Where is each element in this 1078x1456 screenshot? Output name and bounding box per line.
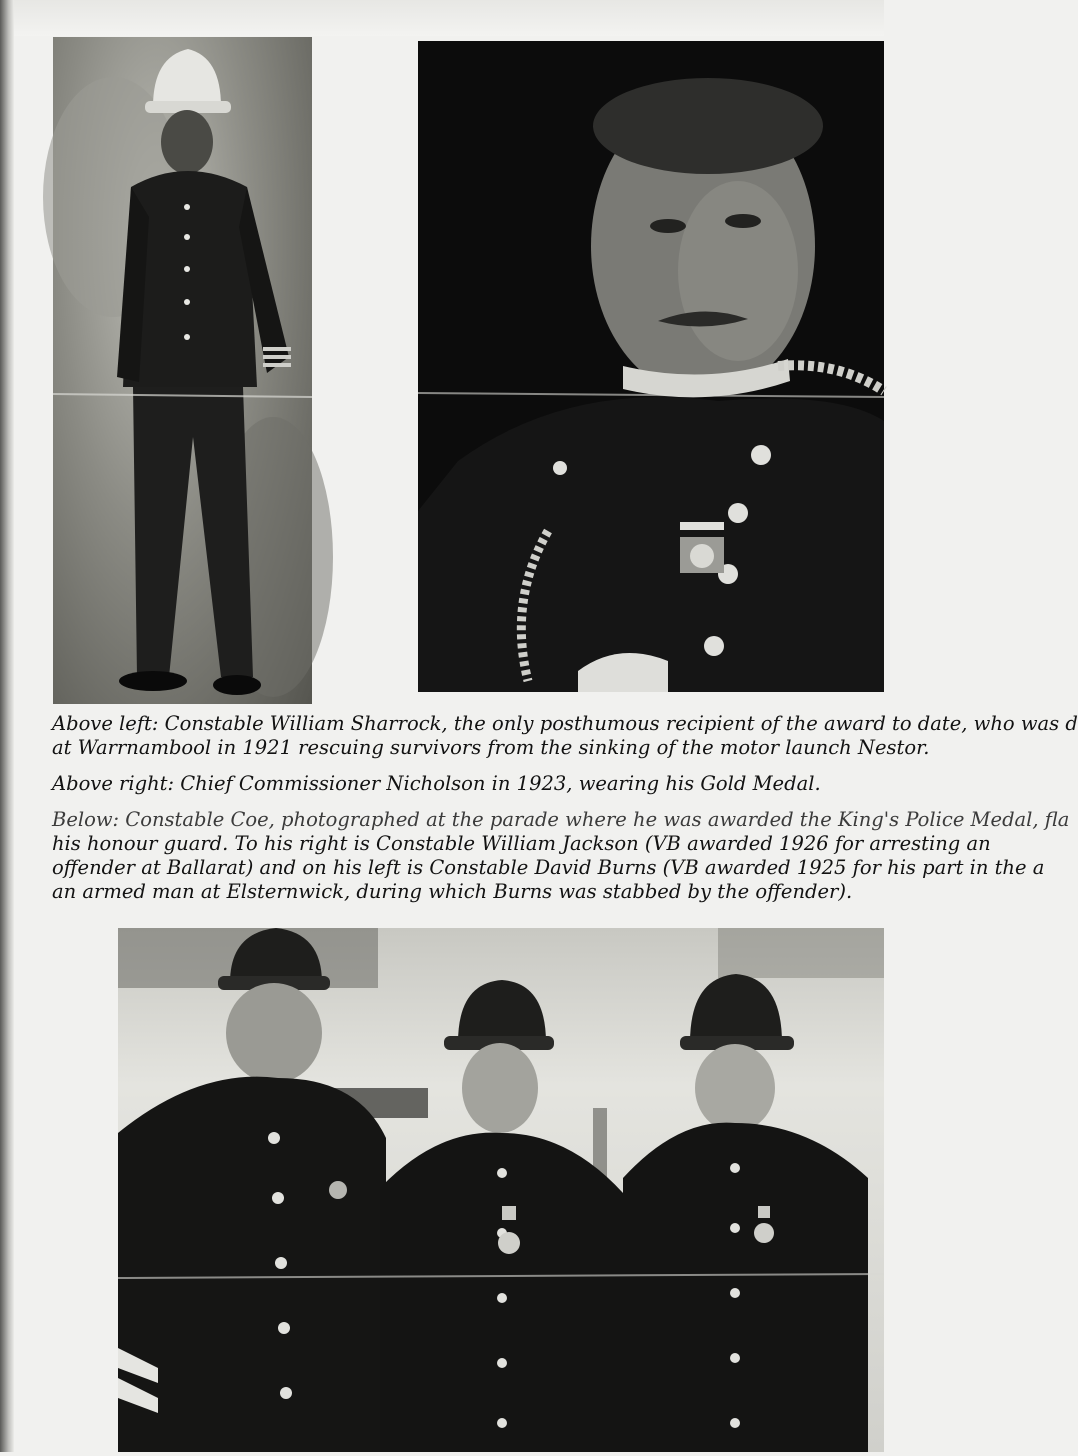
caption-above-left (52, 712, 1078, 760)
page-top-edge (14, 0, 884, 36)
photo-chief-commissioner-nicholson-figure (418, 41, 884, 692)
caption-block (52, 712, 1078, 916)
caption-below-line4: an armed man at Elsternwick, during which Burns was stabbed by the offender). (52, 880, 853, 903)
photo-honour-guard-figures (118, 928, 884, 1452)
page-fold-shadow (0, 0, 14, 1452)
caption-below-line1: Below: Constable Coe, photographed at the parade where he was awarded the King's Police Medal, fla (52, 808, 1070, 831)
photo-constable-sharrock (53, 37, 312, 704)
photo-chief-commissioner-nicholson (418, 41, 884, 692)
caption-below (52, 808, 1070, 904)
caption-below-line2: his honour guard. To his right is Constable William Jackson (VB awarded 1926 for arresting an (52, 832, 991, 855)
caption-above-left-line2: at Warrnambool in 1921 rescuing survivors from the sinking of the motor launch Nestor. (52, 736, 930, 759)
photo-constable-sharrock-figure (53, 37, 312, 704)
caption-above-right: Above right: Chief Commissioner Nicholson in 1923, wearing his Gold Medal. (52, 772, 821, 795)
caption-below-line3: offender at Ballarat) and on his left is Constable David Burns (VB awarded 1925 for his part in the a (52, 856, 1045, 879)
caption-above-left-line1: Above left: Constable William Sharrock, the only posthumous recipient of the award to date, who was d (52, 712, 1078, 735)
photo-honour-guard (118, 928, 884, 1452)
